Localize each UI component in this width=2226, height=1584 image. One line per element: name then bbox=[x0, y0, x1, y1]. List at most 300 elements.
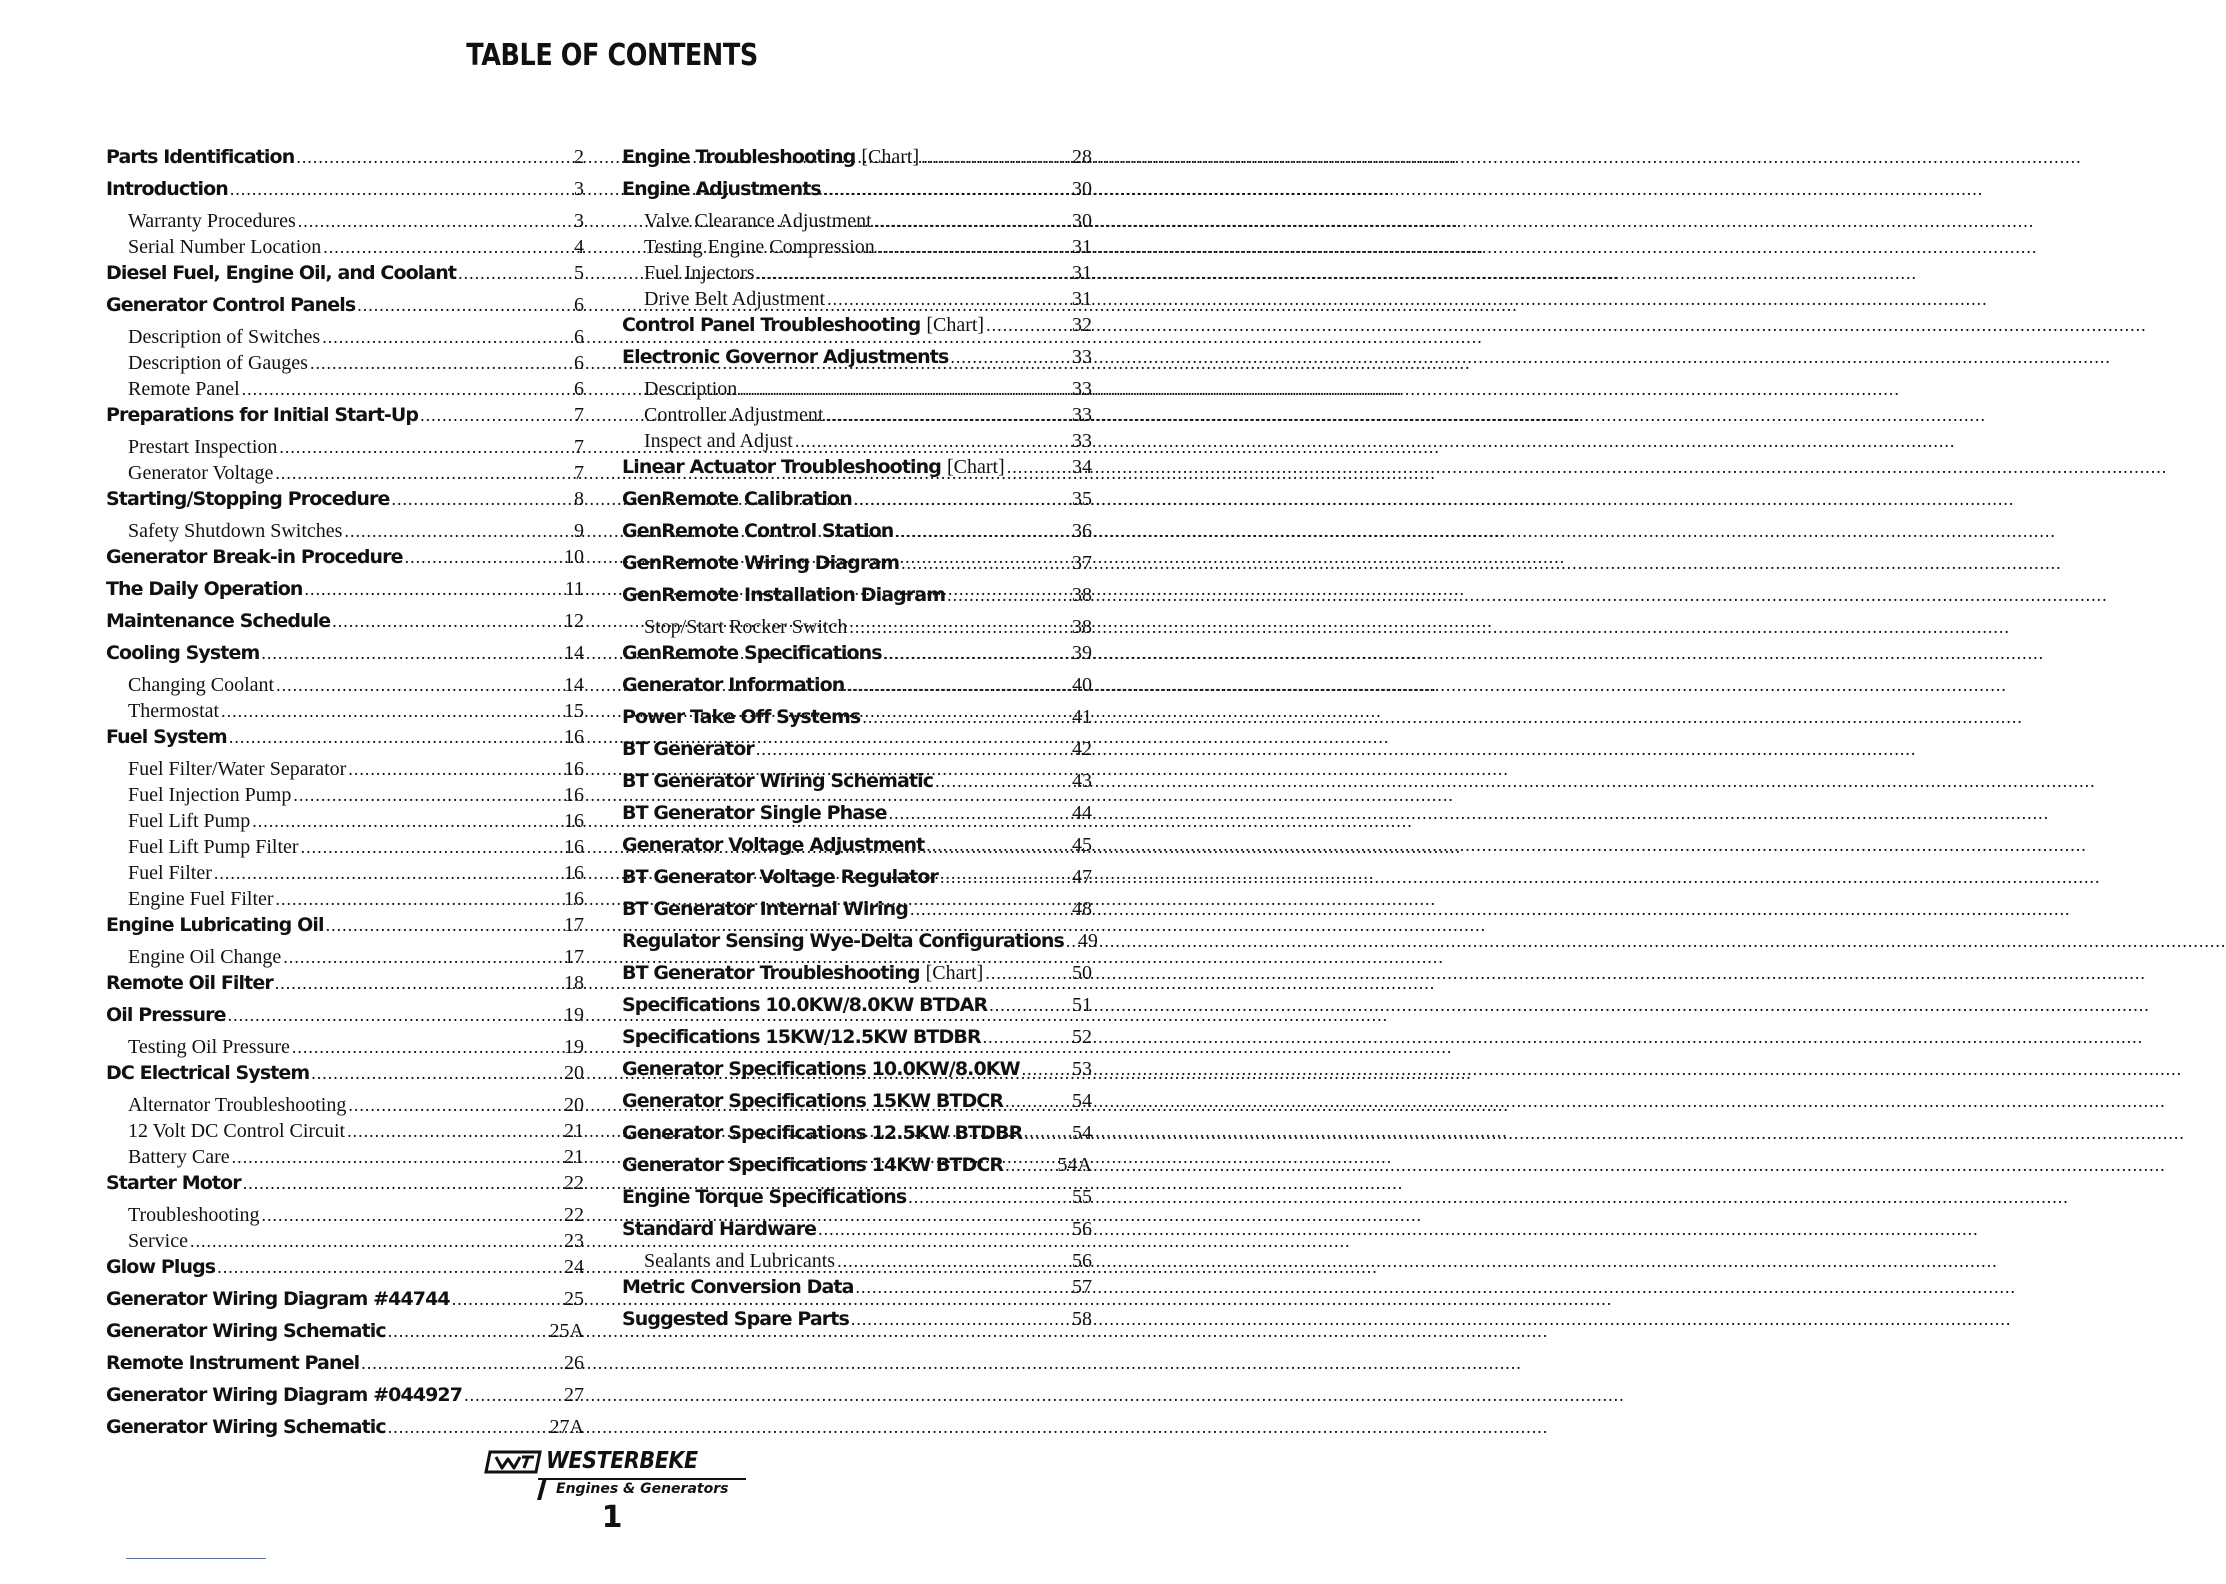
toc-entry-page: 38 bbox=[1072, 584, 1092, 606]
toc-entry-page: 3 bbox=[574, 210, 584, 232]
toc-subentry bbox=[106, 1036, 584, 1062]
toc-entry-page: 20 bbox=[564, 1094, 584, 1116]
toc-entry-label: Fuel System bbox=[106, 726, 227, 748]
toc-entry bbox=[622, 1186, 1092, 1218]
toc-entry-label: Valve Clearance Adjustment bbox=[644, 210, 872, 232]
toc-entry-page: 25A bbox=[549, 1320, 584, 1342]
toc-entry-label: GenRemote Control Station bbox=[622, 520, 894, 542]
toc-entry-page: 34 bbox=[1072, 456, 1092, 478]
toc-entry bbox=[622, 552, 1092, 584]
dot-leader bbox=[214, 863, 562, 884]
toc-subentry bbox=[106, 378, 584, 404]
toc-entry bbox=[106, 726, 584, 758]
toc-entry bbox=[106, 1416, 584, 1448]
dot-leader bbox=[242, 379, 572, 400]
toc-entry-label: Generator Voltage Adjustment bbox=[622, 834, 925, 856]
toc-subentry bbox=[106, 888, 584, 914]
toc-entry bbox=[622, 584, 1092, 616]
toc-entry-page: 31 bbox=[1072, 288, 1092, 310]
toc-entry-label: Generator Information bbox=[622, 674, 845, 696]
toc-entry bbox=[622, 1154, 1092, 1186]
toc-subentry bbox=[622, 236, 1092, 262]
dot-leader bbox=[985, 963, 1070, 984]
toc-subentry bbox=[622, 288, 1092, 314]
toc-entry-label: Generator Specifications 12.5KW BTDBR bbox=[622, 1122, 1023, 1144]
dot-leader bbox=[217, 1257, 562, 1278]
toc-entry bbox=[622, 1058, 1092, 1090]
logo-brand: WESTERBEKE bbox=[546, 1448, 698, 1474]
toc-entry bbox=[106, 488, 584, 520]
logo-tagline: Engines & Generators bbox=[556, 1481, 729, 1497]
toc-entry-page: 58 bbox=[1072, 1308, 1092, 1330]
dot-leader bbox=[298, 211, 572, 232]
toc-entry-page: 37 bbox=[1072, 552, 1092, 574]
toc-entry-page: 55 bbox=[1072, 1186, 1092, 1208]
toc-entry-label: Thermostat bbox=[128, 700, 220, 722]
toc-entry-label: Generator Specifications 15KW BTDCR bbox=[622, 1090, 1004, 1112]
toc-entry-page: 8 bbox=[574, 488, 584, 510]
toc-entry-label: 12 Volt DC Control Circuit bbox=[128, 1120, 346, 1142]
logo-bar bbox=[537, 1478, 547, 1500]
dot-leader bbox=[296, 147, 572, 168]
toc-entry-label: Power Take Off Systems bbox=[622, 706, 861, 728]
toc-entry-label: Fuel Lift Pump Filter bbox=[128, 836, 299, 858]
toc-entry bbox=[622, 1122, 1092, 1154]
dot-leader bbox=[849, 617, 1070, 638]
toc-entry-page: 6 bbox=[574, 352, 584, 374]
dot-leader bbox=[757, 263, 1070, 284]
toc-subentry bbox=[106, 210, 584, 236]
toc-subentry bbox=[106, 462, 584, 488]
toc-entry bbox=[622, 834, 1092, 866]
toc-subentry bbox=[106, 946, 584, 972]
toc-entry-page: 3 bbox=[574, 178, 584, 200]
toc-entry-label: Starter Motor bbox=[106, 1172, 241, 1194]
toc-entry-label: DC Electrical System bbox=[106, 1062, 310, 1084]
dot-leader bbox=[1066, 931, 1076, 952]
toc-subentry bbox=[106, 700, 584, 726]
dot-leader bbox=[895, 521, 1070, 542]
dot-leader bbox=[795, 431, 1070, 452]
dot-leader bbox=[391, 489, 572, 510]
toc-entry-page: 23 bbox=[564, 1230, 584, 1252]
toc-entry bbox=[106, 610, 584, 642]
toc-entry bbox=[106, 972, 584, 1004]
dot-leader bbox=[926, 835, 1070, 856]
toc-entry-page: 26 bbox=[564, 1352, 584, 1374]
dot-leader bbox=[837, 1251, 1070, 1272]
dot-leader bbox=[884, 643, 1070, 664]
toc-entry-note: [Chart] bbox=[861, 146, 920, 168]
toc-entry bbox=[622, 488, 1092, 520]
toc-entry-label: Description of Gauges bbox=[128, 352, 308, 374]
toc-entry bbox=[106, 262, 584, 294]
toc-subentry bbox=[622, 430, 1092, 456]
toc-entry-page: 15 bbox=[564, 700, 584, 722]
toc-entry-label: Regulator Sensing Wye-Delta Configurations bbox=[622, 930, 1064, 952]
toc-entry-page: 49 bbox=[1077, 930, 1098, 952]
toc-entry-label: Engine Torque Specifications bbox=[622, 1186, 907, 1208]
toc-entry-label: Sealants and Lubricants bbox=[644, 1250, 836, 1272]
toc-entry-label: Troubleshooting bbox=[128, 1204, 260, 1226]
toc-entry-label: Safety Shutdown Switches bbox=[128, 520, 343, 542]
toc-entry-page: 11 bbox=[564, 578, 584, 600]
toc-entry-page: 53 bbox=[1072, 1058, 1092, 1080]
toc-entry-page: 10 bbox=[564, 546, 584, 568]
dot-leader bbox=[388, 1417, 548, 1438]
dot-leader bbox=[348, 759, 562, 780]
toc-entry-page: 56 bbox=[1072, 1218, 1092, 1240]
dot-leader bbox=[230, 179, 572, 200]
toc-entry-label: Remote Oil Filter bbox=[106, 972, 273, 994]
dot-leader bbox=[854, 489, 1070, 510]
toc-entry-label: Testing Oil Pressure bbox=[128, 1036, 290, 1058]
toc-entry-page: 17 bbox=[564, 946, 584, 968]
toc-entry-page: 33 bbox=[1072, 378, 1092, 400]
toc-entry-label: Fuel Filter/Water Separator bbox=[128, 758, 347, 780]
toc-entry-page: 44 bbox=[1072, 802, 1092, 824]
toc-subentry bbox=[622, 262, 1092, 288]
toc-entry-label: Generator Control Panels bbox=[106, 294, 356, 316]
dot-leader bbox=[1024, 1123, 1070, 1144]
toc-entry-label: GenRemote Wiring Diagram bbox=[622, 552, 900, 574]
toc-entry-label: Engine Fuel Filter bbox=[128, 888, 274, 910]
dot-leader bbox=[901, 553, 1070, 574]
toc-entry-label: Diesel Fuel, Engine Oil, and Coolant bbox=[106, 262, 457, 284]
dot-leader bbox=[305, 579, 563, 600]
toc-entry-label: Engine Lubricating Oil bbox=[106, 914, 324, 936]
dot-leader bbox=[1005, 1155, 1055, 1176]
toc-entry bbox=[622, 346, 1092, 378]
toc-entry bbox=[622, 802, 1092, 834]
toc-entry-page: 31 bbox=[1072, 236, 1092, 258]
dot-leader bbox=[279, 437, 572, 458]
toc-entry-page: 42 bbox=[1072, 738, 1092, 760]
dot-leader bbox=[940, 867, 1070, 888]
toc-entry-label: Maintenance Schedule bbox=[106, 610, 331, 632]
toc-entry-page: 12 bbox=[564, 610, 584, 632]
toc-entry-page: 51 bbox=[1072, 994, 1092, 1016]
toc-entry-page: 5 bbox=[574, 262, 584, 284]
toc-entry-page: 33 bbox=[1072, 346, 1092, 368]
toc-entry-label: Generator Specifications 14KW BTDCR bbox=[622, 1154, 1004, 1176]
toc-entry bbox=[622, 770, 1092, 802]
toc-entry-page: 30 bbox=[1072, 210, 1092, 232]
toc-subentry bbox=[106, 520, 584, 546]
dot-leader bbox=[935, 771, 1070, 792]
toc-entry-label: BT Generator Single Phase bbox=[622, 802, 887, 824]
toc-entry bbox=[622, 1026, 1092, 1058]
toc-entry-page: 16 bbox=[564, 758, 584, 780]
dot-leader bbox=[221, 701, 562, 722]
toc-entry-label: Engine Adjustments bbox=[622, 178, 821, 200]
toc-entry-label: Generator Specifications 10.0KW/8.0KW bbox=[622, 1058, 1020, 1080]
toc-entry-page: 4 bbox=[574, 236, 584, 258]
toc-entry-page: 17 bbox=[564, 914, 584, 936]
toc-entry-page: 16 bbox=[564, 784, 584, 806]
toc-entry-label: Generator Voltage bbox=[128, 462, 274, 484]
toc-entry bbox=[622, 738, 1092, 770]
westerbeke-logo bbox=[484, 1448, 754, 1502]
toc-entry bbox=[106, 1384, 584, 1416]
toc-entry-label: BT Generator Internal Wiring bbox=[622, 898, 908, 920]
toc-entry bbox=[106, 404, 584, 436]
toc-entry-page: 16 bbox=[564, 862, 584, 884]
toc-entry bbox=[622, 898, 1092, 930]
footer-line bbox=[126, 1558, 266, 1559]
toc-entry-page: 52 bbox=[1072, 1026, 1092, 1048]
toc-entry-page: 50 bbox=[1072, 962, 1092, 984]
dot-leader bbox=[908, 1187, 1070, 1208]
toc-entry bbox=[622, 706, 1092, 738]
toc-entry-page: 18 bbox=[564, 972, 584, 994]
logo-rule bbox=[538, 1478, 746, 1480]
toc-entry-label: BT Generator Voltage Regulator bbox=[622, 866, 938, 888]
toc-entry bbox=[622, 314, 1092, 346]
dot-leader bbox=[252, 811, 562, 832]
toc-entry-label: Metric Conversion Data bbox=[622, 1276, 854, 1298]
toc-entry-label: Testing Engine Compression bbox=[644, 236, 875, 258]
dot-leader bbox=[310, 353, 572, 374]
toc-entry-label: Generator Wiring Schematic bbox=[106, 1320, 386, 1342]
toc-entry-label: Remote Instrument Panel bbox=[106, 1352, 360, 1374]
toc-entry-page: 21 bbox=[564, 1120, 584, 1142]
dot-leader bbox=[292, 1037, 562, 1058]
toc-entry-page: 22 bbox=[564, 1172, 584, 1194]
toc-entry-page: 54A bbox=[1057, 1154, 1092, 1176]
toc-entry bbox=[622, 178, 1092, 210]
toc-entry-label: Specifications 10.0KW/8.0KW BTDAR bbox=[622, 994, 988, 1016]
toc-entry bbox=[622, 1276, 1092, 1308]
dot-leader bbox=[283, 947, 562, 968]
dot-leader bbox=[921, 147, 1070, 168]
dot-leader bbox=[1005, 1091, 1070, 1112]
toc-entry-label: Linear Actuator Troubleshooting bbox=[622, 456, 941, 478]
toc-entry-label: Control Panel Troubleshooting bbox=[622, 314, 921, 336]
toc-entry-label: Generator Wiring Schematic bbox=[106, 1416, 386, 1438]
dot-leader bbox=[229, 727, 562, 748]
toc-entry-label: Description bbox=[644, 378, 738, 400]
toc-subentry bbox=[106, 1204, 584, 1230]
toc-entry-label: Fuel Filter bbox=[128, 862, 212, 884]
dot-leader bbox=[825, 405, 1070, 426]
toc-entry bbox=[106, 1320, 584, 1352]
toc-entry-page: 48 bbox=[1072, 898, 1092, 920]
toc-entry-label: Battery Care bbox=[128, 1146, 230, 1168]
dot-leader bbox=[357, 295, 572, 316]
toc-entry-label: Generator Break-in Procedure bbox=[106, 546, 403, 568]
dot-leader bbox=[276, 889, 562, 910]
toc-entry-page: 19 bbox=[564, 1004, 584, 1026]
toc-entry bbox=[106, 1004, 584, 1036]
dot-leader bbox=[739, 379, 1070, 400]
dot-leader bbox=[827, 289, 1070, 310]
toc-subentry bbox=[106, 326, 584, 352]
dot-leader bbox=[344, 521, 572, 542]
dot-leader bbox=[388, 1321, 548, 1342]
toc-right-column bbox=[622, 146, 1098, 1340]
dot-leader bbox=[452, 1289, 562, 1310]
dot-leader bbox=[262, 1205, 562, 1226]
dot-leader bbox=[756, 739, 1070, 760]
toc-entry-label: Oil Pressure bbox=[106, 1004, 226, 1026]
toc-entry-page: 25 bbox=[564, 1288, 584, 1310]
toc-entry-page: 28 bbox=[1072, 146, 1092, 168]
toc-entry-label: Glow Plugs bbox=[106, 1256, 216, 1278]
toc-entry-label: The Daily Operation bbox=[106, 578, 303, 600]
dot-leader bbox=[420, 405, 572, 426]
toc-entry-label: Controller Adjustment bbox=[644, 404, 824, 426]
dot-leader bbox=[322, 327, 572, 348]
dot-leader bbox=[464, 1385, 562, 1406]
toc-subentry bbox=[106, 236, 584, 262]
toc-entry bbox=[106, 642, 584, 674]
toc-entry-label: Warranty Procedures bbox=[128, 210, 296, 232]
toc-entry-label: Stop/Start Rocker Switch bbox=[644, 616, 848, 638]
toc-entry-page: 32 bbox=[1072, 314, 1092, 336]
toc-entry bbox=[106, 1172, 584, 1204]
dot-leader bbox=[190, 1231, 562, 1252]
toc-entry-page: 36 bbox=[1072, 520, 1092, 542]
dot-leader bbox=[986, 315, 1070, 336]
toc-entry-label: GenRemote Calibration bbox=[622, 488, 852, 510]
toc-entry-page: 9 bbox=[574, 520, 584, 542]
toc-entry-label: GenRemote Installation Diagram bbox=[622, 584, 946, 606]
toc-entry-page: 21 bbox=[564, 1146, 584, 1168]
toc-entry-label: Serial Number Location bbox=[128, 236, 322, 258]
toc-entry bbox=[106, 1352, 584, 1384]
toc-entry bbox=[106, 294, 584, 326]
dot-leader bbox=[877, 237, 1070, 258]
toc-entry-page: 33 bbox=[1072, 430, 1092, 452]
toc-entry-page: 43 bbox=[1072, 770, 1092, 792]
toc-entry bbox=[622, 1308, 1092, 1340]
dot-leader bbox=[361, 1353, 562, 1374]
toc-entry-label: BT Generator bbox=[622, 738, 754, 760]
toc-entry-page: 16 bbox=[564, 836, 584, 858]
toc-entry-label: Inspect and Adjust bbox=[644, 430, 793, 452]
dot-leader bbox=[323, 237, 572, 258]
toc-entry-label: Fuel Lift Pump bbox=[128, 810, 251, 832]
toc-entry bbox=[622, 642, 1092, 674]
toc-subentry bbox=[622, 378, 1092, 404]
dot-leader bbox=[332, 611, 562, 632]
toc-entry-page: 14 bbox=[564, 674, 584, 696]
toc-entry bbox=[622, 994, 1092, 1026]
dot-leader bbox=[910, 899, 1070, 920]
toc-entry-page: 16 bbox=[564, 888, 584, 910]
toc-subentry bbox=[106, 352, 584, 378]
dot-leader bbox=[1022, 1059, 1070, 1080]
dot-leader bbox=[458, 263, 572, 284]
toc-entry-label: Alternator Troubleshooting bbox=[128, 1094, 347, 1116]
toc-subentry bbox=[106, 758, 584, 784]
toc-entry-label: Introduction bbox=[106, 178, 228, 200]
dot-leader bbox=[856, 1277, 1070, 1298]
dot-leader bbox=[347, 1121, 562, 1142]
toc-entry-page: 54 bbox=[1072, 1090, 1092, 1112]
westerbeke-logo-icon bbox=[484, 1448, 544, 1478]
toc-subentry bbox=[106, 674, 584, 700]
toc-entry-label: Drive Belt Adjustment bbox=[644, 288, 826, 310]
toc-subentry bbox=[106, 836, 584, 862]
toc-entry bbox=[106, 1062, 584, 1094]
toc-entry bbox=[622, 456, 1092, 488]
toc-entry-label: Changing Coolant bbox=[128, 674, 275, 696]
toc-entry-page: 27A bbox=[549, 1416, 584, 1438]
dot-leader bbox=[261, 643, 562, 664]
dot-leader bbox=[301, 837, 562, 858]
dot-leader bbox=[989, 995, 1070, 1016]
dot-leader bbox=[862, 707, 1070, 728]
toc-entry-page: 7 bbox=[574, 404, 584, 426]
toc-entry-label: Standard Hardware bbox=[622, 1218, 817, 1240]
toc-entry-label: Fuel Injection Pump bbox=[128, 784, 292, 806]
toc-entry bbox=[106, 546, 584, 578]
dot-leader bbox=[889, 803, 1070, 824]
toc-entry-label: Remote Panel bbox=[128, 378, 240, 400]
toc-entry bbox=[106, 1256, 584, 1288]
toc-entry-page: 31 bbox=[1072, 262, 1092, 284]
toc-entry bbox=[622, 1090, 1092, 1122]
toc-entry-page: 2 bbox=[574, 146, 584, 168]
dot-leader bbox=[293, 785, 562, 806]
toc-entry-page: 16 bbox=[564, 726, 584, 748]
toc-entry-label: Specifications 15KW/12.5KW BTDBR bbox=[622, 1026, 981, 1048]
dot-leader bbox=[950, 347, 1070, 368]
toc-subentry bbox=[106, 1120, 584, 1146]
toc-entry bbox=[622, 146, 1092, 178]
toc-entry-label: Generator Wiring Diagram #044927 bbox=[106, 1384, 463, 1406]
toc-entry-page: 6 bbox=[574, 294, 584, 316]
dot-leader bbox=[348, 1095, 562, 1116]
toc-entry-label: Engine Oil Change bbox=[128, 946, 282, 968]
toc-entry-page: 33 bbox=[1072, 404, 1092, 426]
toc-entry-page: 47 bbox=[1072, 866, 1092, 888]
toc-entry-page: 40 bbox=[1072, 674, 1092, 696]
toc-entry-label: BT Generator Troubleshooting bbox=[622, 962, 920, 984]
toc-entry-page: 7 bbox=[574, 462, 584, 484]
toc-entry bbox=[106, 914, 584, 946]
toc-entry bbox=[622, 962, 1092, 994]
dot-leader bbox=[983, 1027, 1070, 1048]
toc-entry-page: 41 bbox=[1072, 706, 1092, 728]
toc-subentry bbox=[106, 810, 584, 836]
toc-entry-label: Preparations for Initial Start-Up bbox=[106, 404, 419, 426]
toc-entry bbox=[622, 1218, 1092, 1250]
toc-entry-page: 20 bbox=[564, 1062, 584, 1084]
dot-leader bbox=[874, 211, 1070, 232]
toc-entry-page: 16 bbox=[564, 810, 584, 832]
dot-leader bbox=[311, 1063, 562, 1084]
dot-leader bbox=[276, 675, 562, 696]
toc-entry bbox=[622, 520, 1092, 552]
dot-leader bbox=[818, 1219, 1070, 1240]
toc-subentry bbox=[622, 616, 1092, 642]
page-title: TABLE OF CONTENTS bbox=[466, 38, 758, 73]
toc-entry-page: 57 bbox=[1072, 1276, 1092, 1298]
toc-entry bbox=[106, 178, 584, 210]
dot-leader bbox=[823, 179, 1070, 200]
toc-entry-page: 30 bbox=[1072, 178, 1092, 200]
toc-entry-page: 19 bbox=[564, 1036, 584, 1058]
dot-leader bbox=[405, 547, 562, 568]
toc-subentry bbox=[106, 436, 584, 462]
toc-entry-label: Suggested Spare Parts bbox=[622, 1308, 849, 1330]
toc-entry-page: 39 bbox=[1072, 642, 1092, 664]
dot-leader bbox=[846, 675, 1070, 696]
toc-subentry bbox=[106, 1230, 584, 1256]
